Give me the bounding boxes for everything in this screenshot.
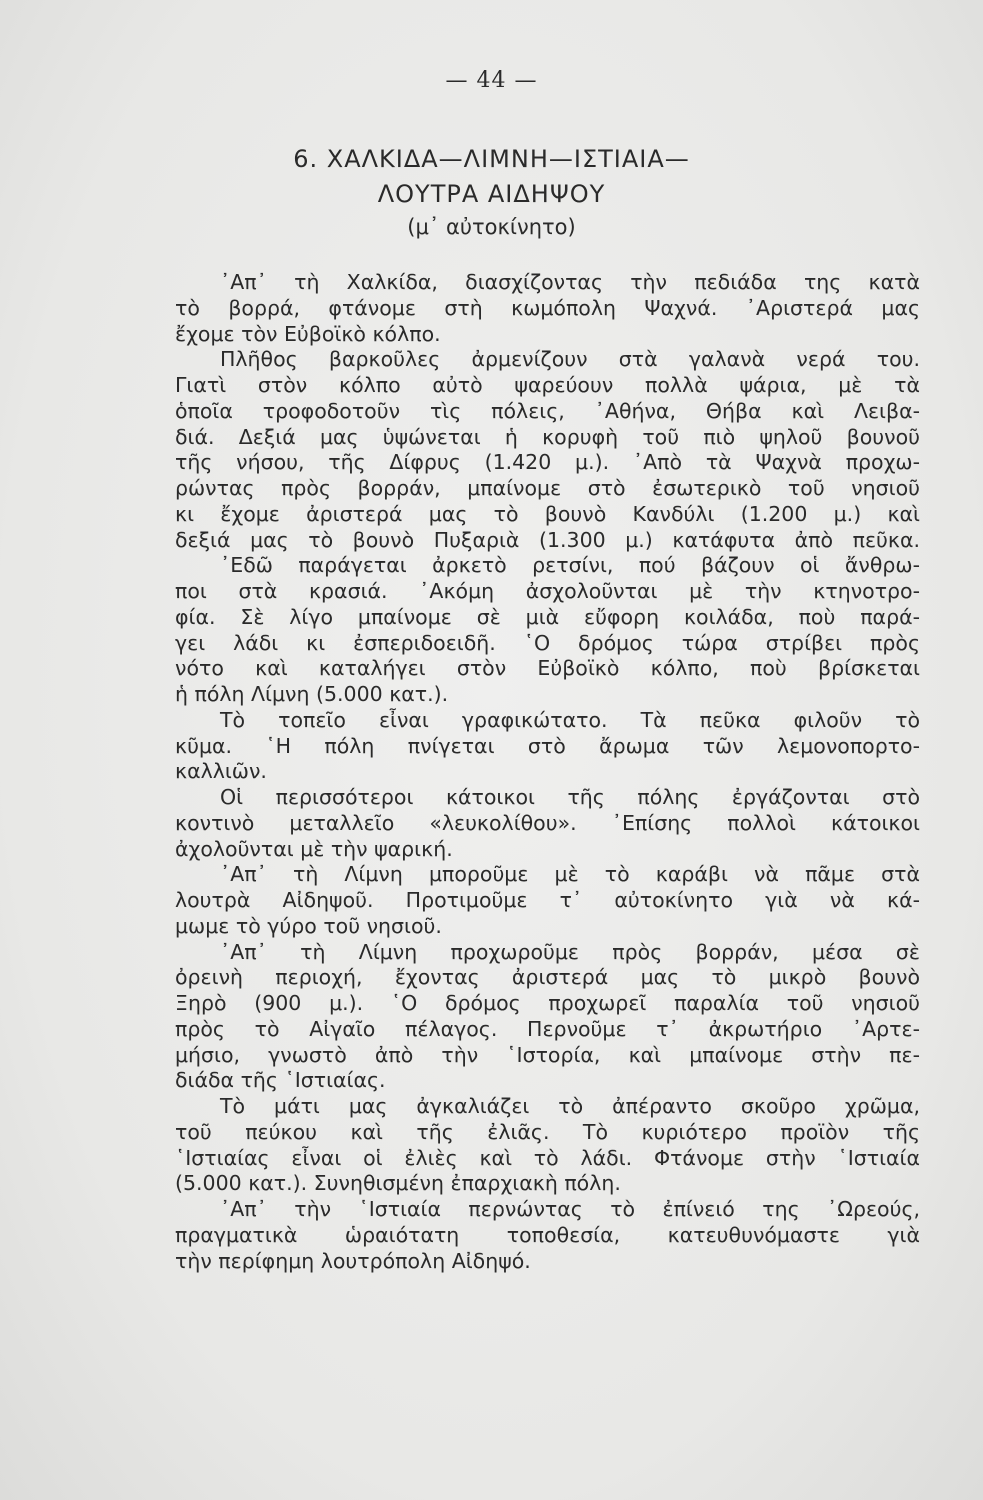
text-line: μωμε τὸ γύρο τοῦ νησιοῦ. — [175, 913, 442, 938]
text-line: Ξηρὸ (900 μ.). ῾Ο δρόμος προχωρεῖ παραλία τοῦ νησιοῦ — [175, 991, 920, 1015]
text-line: (5.000 κατ.). Συνηθισμένη ἐπαρχιακὴ πόλη. — [175, 1171, 621, 1196]
text-line: ὁποῖα τροφοδοτοῦν τὶς πόλεις, ᾿Αθήνα, Θήβα καὶ Λειβα- — [175, 398, 920, 423]
text-line: δεξιά μας τὸ βουνὸ Πυξαριὰ (1.300 μ.) κατάφυτα ἀπὸ πεῦκα. — [175, 527, 920, 552]
text-line: Τὸ τοπεῖο εἶναι γραφικώτατο. Τὰ πεῦκα φιλοῦν τὸ — [220, 707, 920, 732]
text-line: κι ἔχομε ἀριστερά μας τὸ βουνὸ Κανδύλι (1.200 μ.) καὶ — [175, 501, 920, 526]
text-line: ὀρεινὴ περιοχή, ἔχοντας ἀριστερά μας τὸ μικρὸ βουνὸ — [175, 965, 920, 990]
page-number: — 44 — — [445, 68, 538, 93]
text-line: γει λάδι κι ἐσπεριδοειδῆ. ῾Ο δρόμος τώρα στρίβει πρὸς — [175, 630, 920, 655]
text-line: νότο καὶ καταλήγει στὸν Εὐβοϊκὸ κόλπο, ποὺ βρίσκεται — [175, 656, 920, 681]
text-line: Τὸ μάτι μας ἀγκαλιάζει τὸ ἀπέραντο σκοῦρο χρῶμα, — [220, 1094, 920, 1118]
text-line: λουτρὰ Αἰδηψοῦ. Προτιμοῦμε τ᾿ αὐτοκίνητο γιὰ νὰ κά- — [175, 888, 920, 912]
chapter-title-line-1: 6. ΧΑΛΚΙΔΑ—ΛΙΜΝΗ—ΙΣΤΙΑΙΑ— — [293, 145, 690, 173]
text-line: πραγματικὰ ὡραιότατη τοποθεσία, κατευθυνόμαστε γιὰ — [175, 1222, 920, 1247]
text-line: ᾿Απ᾿ τὴ Λίμνη μποροῦμε μὲ τὸ καράβι νὰ πᾶμε στὰ — [220, 862, 920, 887]
body-text — [175, 270, 920, 1274]
text-line: μήσιο, γνωστὸ ἀπὸ τὴν ῾Ιστορία, καὶ μπαίνομε στὴν πε- — [175, 1042, 920, 1067]
text-line: τὸ βορρά, φτάνομε στὴ κωμόπολη Ψαχνά. ᾿Αριστερά μας — [175, 295, 920, 320]
text-line: κῦμα. ῾Η πόλη πνίγεται στὸ ἄρωμα τῶν λεμονοπορτο- — [175, 733, 920, 758]
text-line: Πλῆθος βαρκοῦλες ἀρμενίζουν στὰ γαλανὰ νερά του. — [220, 347, 920, 372]
text-line: φία. Σὲ λίγο μπαίνομε σὲ μιὰ εὔφορη κοιλάδα, ποὺ παρά- — [175, 604, 920, 629]
text-line: ποι στὰ κρασιά. ᾿Ακόμη ἀσχολοῦνται μὲ τὴν κτηνοτρο- — [175, 579, 920, 603]
text-line: ᾿Εδῶ παράγεται ἀρκετὸ ρετσίνι, πού βάζουν οἱ ἄνθρω- — [220, 553, 920, 578]
text-line: ἡ πόλη Λίμνη (5.000 κατ.). — [175, 682, 449, 706]
text-line: ᾿Απ᾿ τὴ Λίμνη προχωροῦμε πρὸς βορράν, μέσα σὲ — [220, 939, 920, 964]
chapter-title-line-2: ΛΟΥΤΡΑ ΑΙΔΗΨΟΥ — [377, 180, 606, 208]
text-line: Οἱ περισσότεροι κάτοικοι τῆς πόλης ἐργάζονται στὸ — [220, 785, 920, 809]
text-line: ᾿Απ᾿ τὴ Χαλκίδα, διασχίζοντας τὴν πεδιάδα της κατὰ — [220, 270, 920, 294]
text-line: τὴν περίφημη λουτρόπολη Αἰδηψό. — [175, 1248, 531, 1273]
text-line: Γιατὶ στὸν κόλπο αὐτὸ ψαρεύουν πολλὰ ψάρια, μὲ τὰ — [175, 373, 920, 397]
chapter-subtitle: (μ᾿ αὐτοκίνητο) — [407, 215, 576, 239]
text-line: τῆς νήσου, τῆς Δίφρυς (1.420 μ.). ᾿Απὸ τὰ Ψαχνὰ προχω- — [175, 450, 920, 475]
text-line: ρώντας πρὸς βορράν, μπαίνομε στὸ ἐσωτερικὸ τοῦ νησιοῦ — [175, 476, 920, 500]
text-line: ἔχομε τὸν Εὐβοϊκὸ κόλπο. — [175, 321, 441, 346]
text-line: ἀχολοῦνται μὲ τὴν ψαρική. — [175, 836, 453, 861]
text-line: κοντινὸ μεταλλεῖο «λευκολίθου». ᾿Επίσης πολλοὶ κάτοικοι — [175, 810, 920, 835]
text-line: καλλιῶν. — [175, 759, 267, 784]
text-line: διά. Δεξιά μας ὑψώνεται ἡ κορυφὴ τοῦ πιὸ ψηλοῦ βουνοῦ — [175, 424, 920, 449]
text-line: ῾Ιστιαίας εἶναι οἱ ἐλιὲς καὶ τὸ λάδι. Φτάνομε στὴν ῾Ιστιαία — [175, 1145, 920, 1170]
text-line: πρὸς τὸ Αἰγαῖο πέλαγος. Περνοῦμε τ᾿ ἀκρωτήριο ᾿Αρτε- — [175, 1016, 920, 1041]
text-line: ᾿Απ᾿ τὴν ῾Ιστιαία περνώντας τὸ ἐπίνειό της ᾿Ωρεούς, — [220, 1197, 920, 1221]
text-line: διάδα τῆς ῾Ιστιαίας. — [175, 1068, 386, 1093]
text-line: τοῦ πεύκου καὶ τῆς ἐλιᾶς. Τὸ κυριότερο προϊὸν τῆς — [175, 1119, 920, 1144]
